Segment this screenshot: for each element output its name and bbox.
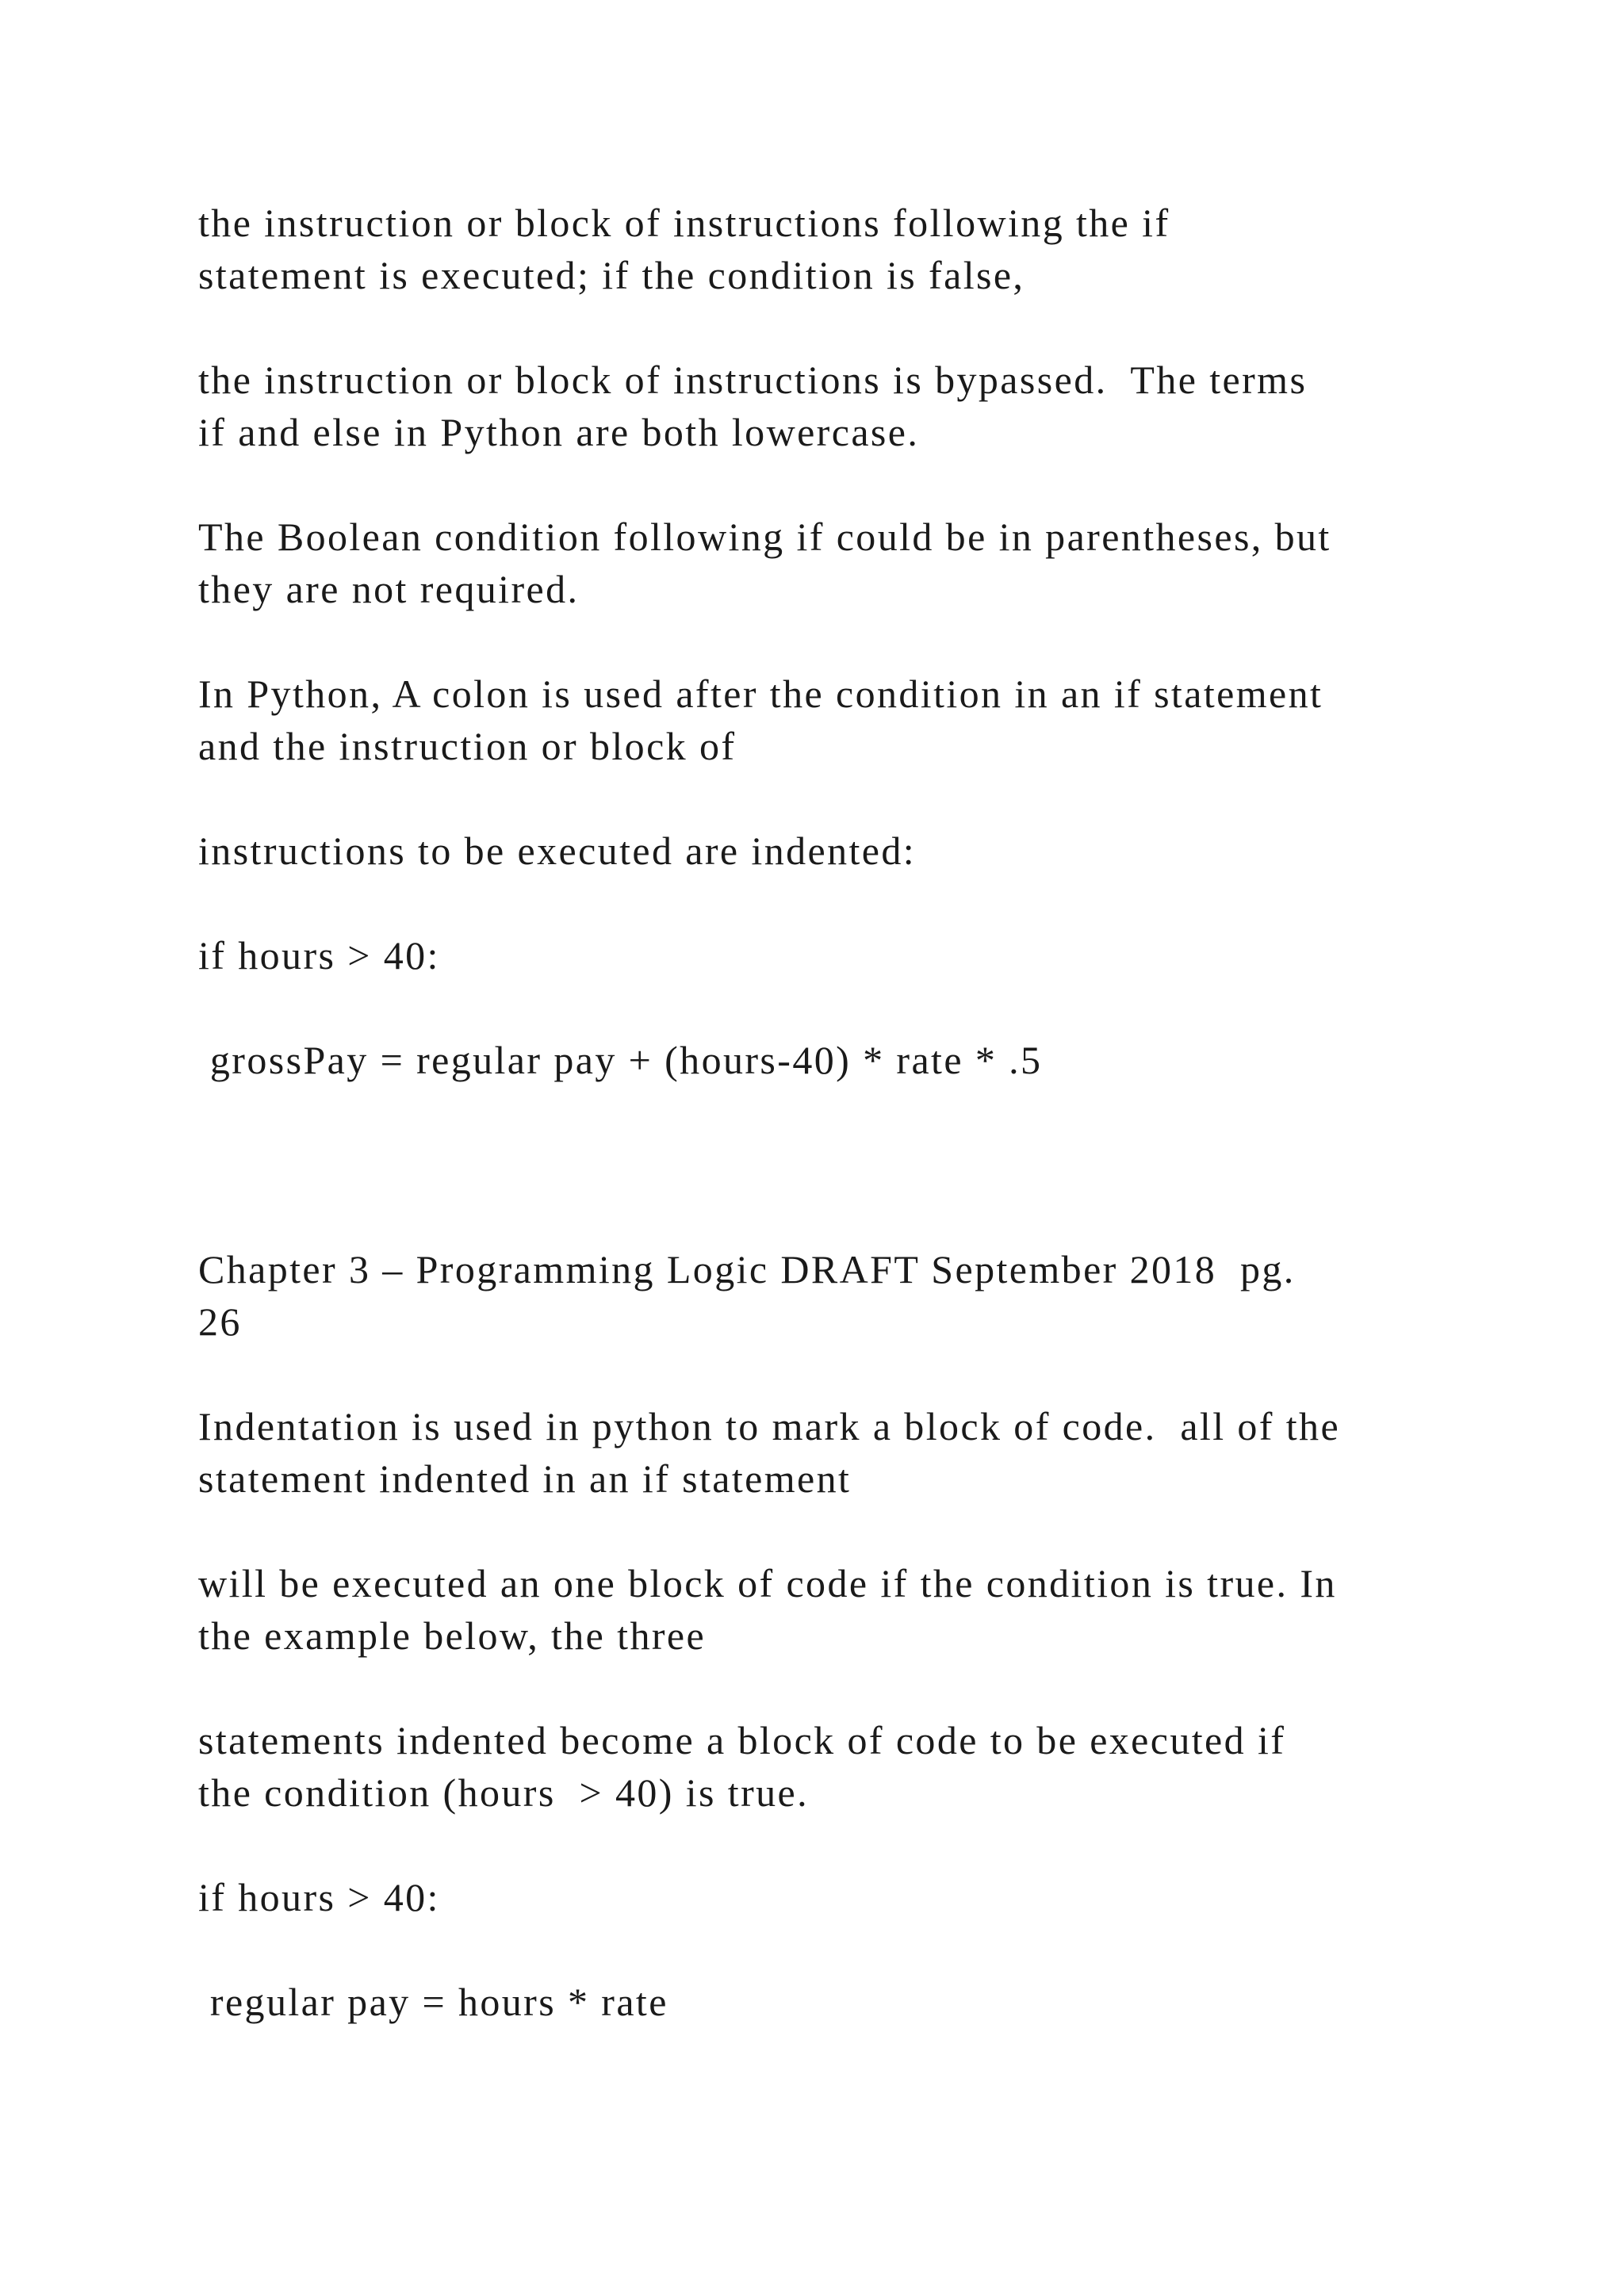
text-line: instructions to be executed are indented: [198, 828, 917, 873]
code-line: if hours > 40: [198, 933, 440, 978]
code-line: regular pay = hours * rate [198, 1980, 668, 2024]
text-line: Indentation is used in python to mark a block of code. all of the [198, 1404, 1341, 1448]
text-line: In Python, A colon is used after the condition in an if statement [198, 672, 1323, 716]
page-number: 26 [198, 1299, 242, 1344]
text-line: if and else in Python are both lowercase. [198, 410, 920, 454]
text-line: statements indented become a block of code to be executed if [198, 1718, 1286, 1762]
text-line: statement is executed; if the condition is false, [198, 253, 1025, 297]
code-line: if hours > 40: [198, 1875, 440, 1919]
text-line: the instruction or block of instructions following the if [198, 201, 1170, 245]
text-line: the instruction or block of instructions is bypassed. The terms [198, 358, 1308, 402]
text-line: will be executed an one block of code if the condition is true. In [198, 1561, 1337, 1605]
code-line: grossPay = regular pay + (hours-40) * rate * .5 [198, 1038, 1043, 1082]
text-line: they are not required. [198, 567, 580, 611]
text-line: and the instruction or block of [198, 724, 737, 768]
page-footer: Chapter 3 – Programming Logic DRAFT September 2018 pg. [198, 1247, 1296, 1292]
text-line: the condition (hours > 40) is true. [198, 1770, 810, 1815]
text-line: statement indented in an if statement [198, 1456, 852, 1501]
text-line: the example below, the three [198, 1613, 707, 1658]
text-line: The Boolean condition following if could be in parentheses, but [198, 515, 1331, 559]
